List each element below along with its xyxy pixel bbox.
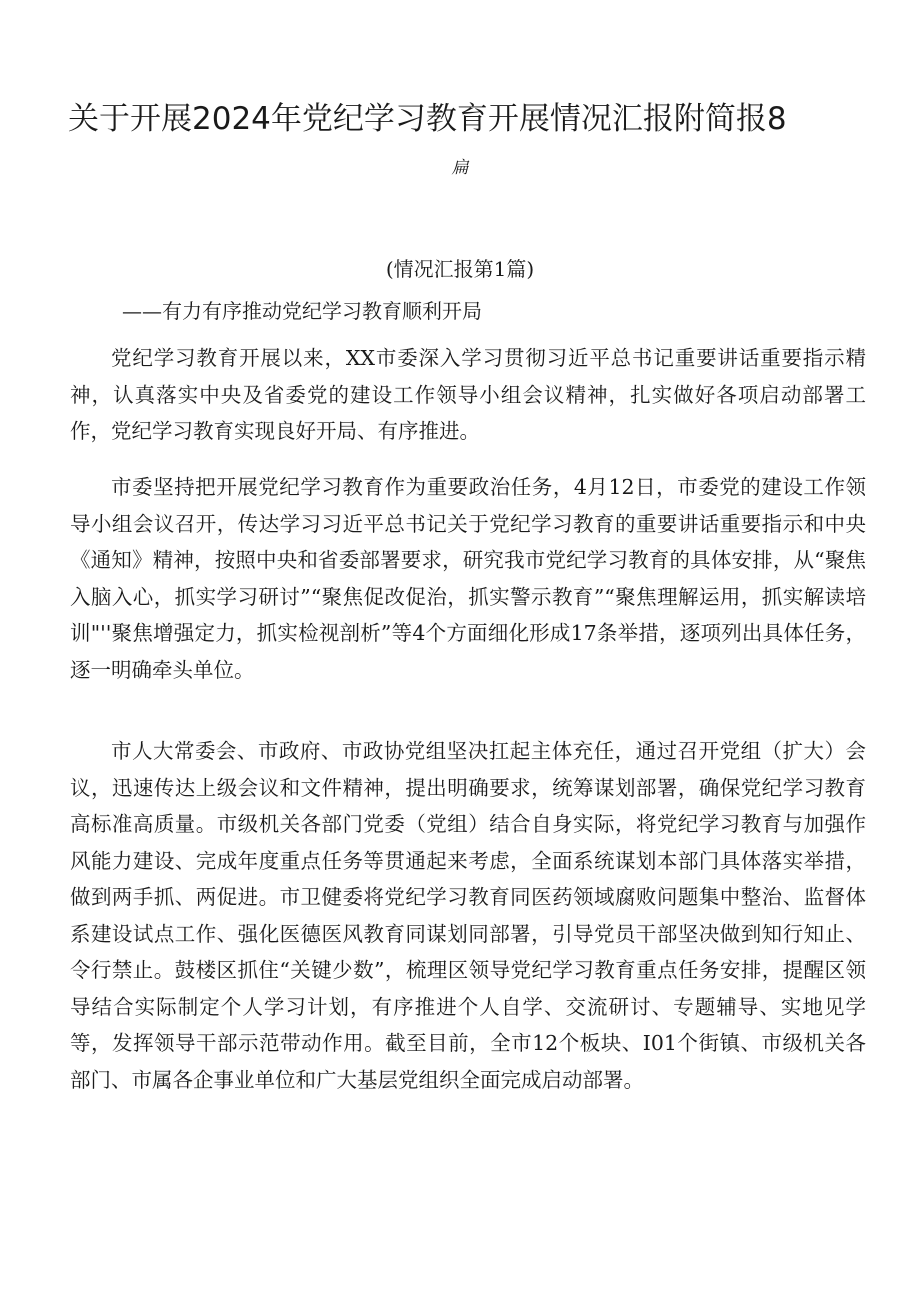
body-paragraph-3: 市人大常委会、市政府、市政协党组坚决扛起主体充任，通过召开党组（扩大）会议，迅速传达上级会议和文件精神，提出明确要求，统筹谋划部署，确保党纪学习教育高标准高质量。市级机关各部门党委（党组）结合自身实际，将党纪学习教育与加强作风能力建设、完成年度重点任务等贯通起来考虑，全面系统谋划本部门具体落实举措，做到两手抓、两促进。市卫健委将党纪学习教育同医药领域腐败问题集中整治、监督体系建设试点工作、强化医德医风教育同谋划同部署，引导党员干部坚决做到知行知止、令行禁止。鼓楼区抓住“关键少数”，梳理区领导党纪学习教育重点任务安排，提醒区领导结合实际制定个人学习计划，有序推进个人自学、交流研讨、专题辅导、实地见学等，发挥领导干部示范带动作用。截至目前，全市12个板块、I01个街镇、市级机关各部门、市属各企事业单位和广大基层党组织全面完成启动部署。 [70,739,866,1092]
section-heading: (情况汇报第1篇) [385,257,535,281]
tagline: ——有力有序推动党纪学习教育顺利开局 [122,299,482,323]
body-paragraph-1: 党纪学习教育开展以来，XX市委深入学习贯彻习近平总书记重要讲话重要指示精神，认真落实中央及省委党的建设工作领导小组会议精神，扎实做好各项启动部署工作，党纪学习教育实现良好开局、有序推进。 [70,346,866,443]
title-continuation: 扁 [451,158,469,178]
body-paragraph-2: 市委坚持把开展党纪学习教育作为重要政治任务，4月12日，市委党的建设工作领导小组会议召开，传达学习习近平总书记关于党纪学习教育的重要讲话重要指示和中央《通知》精神，按照中央和省委部署要求，研究我市党纪学习教育的具体安排，从“聚焦入脑入心，抓实学习研讨”“聚焦促改促治，抓实警示教育”“聚焦理解运用，抓实解读培训"''聚焦增强定力，抓实检视剖析”等4个方面细化形成17条举措，逐项列出具体任务，逐一明确牵头单位。 [70,475,866,682]
document-title: 关于开展2024年党纪学习教育开展情况汇报附简报8 [68,101,787,137]
